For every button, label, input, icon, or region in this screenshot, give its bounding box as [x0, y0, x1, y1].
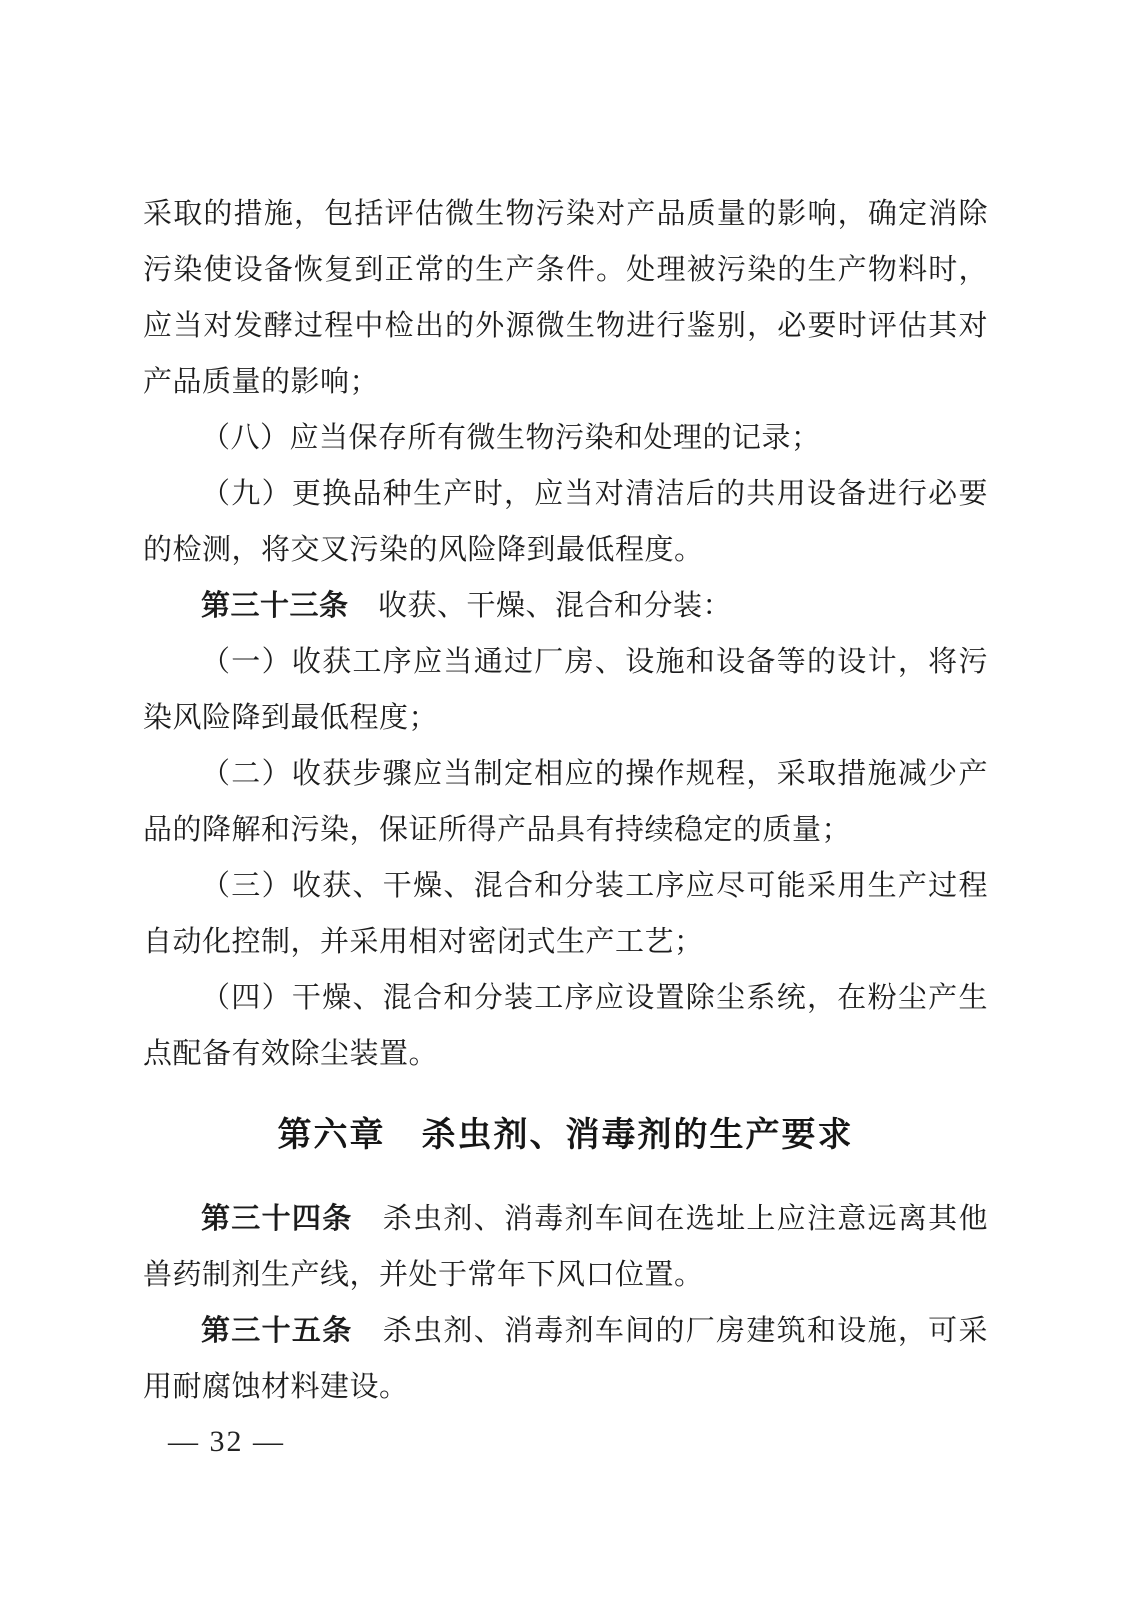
paragraph-item-2: （二）收获步骤应当制定相应的操作规程，采取措施减少产品的降解和污染，保证所得产品具有持续稳定的质量；	[143, 758, 988, 846]
paragraph-article-34	[143, 1191, 988, 1303]
chapter-heading: 第六章 杀虫剂、消毒剂的生产要求	[277, 1116, 854, 1154]
paragraph-article-33	[143, 578, 988, 634]
paragraph-item-1: （一）收获工序应当通过厂房、设施和设备等的设计，将污染风险降到最低程度；	[143, 646, 988, 734]
page-number: — 32 —	[168, 1425, 285, 1458]
article-34-text: 杀虫剂、消毒剂车间在选址上应注意远离其他兽药制剂生产线，并处于常年下风口位置。	[143, 1203, 988, 1291]
article-34-number: 第三十四条	[201, 1203, 353, 1235]
paragraph-article-35	[143, 1303, 988, 1415]
paragraph-continuation: 采取的措施，包括评估微生物污染对产品质量的影响，确定消除污染使设备恢复到正常的生产条件。处理被污染的生产物料时，应当对发酵过程中检出的外源微生物进行鉴别，必要时评估其对产品质量的影响；	[143, 198, 988, 398]
article-33-number: 第三十三条	[201, 590, 349, 622]
paragraph-item-9: （九）更换品种生产时，应当对清洁后的共用设备进行必要的检测，将交叉污染的风险降到最低程度。	[143, 478, 988, 566]
paragraph-item-3: （三）收获、干燥、混合和分装工序应尽可能采用生产过程自动化控制，并采用相对密闭式生产工艺；	[143, 870, 988, 958]
article-35-number: 第三十五条	[201, 1315, 353, 1347]
article-33-text: 收获、干燥、混合和分装：	[348, 590, 733, 622]
article-35-text: 杀虫剂、消毒剂车间的厂房建筑和设施，可采用耐腐蚀材料建设。	[143, 1315, 988, 1403]
paragraph-item-4: （四）干燥、混合和分装工序应设置除尘系统，在粉尘产生点配备有效除尘装置。	[143, 982, 988, 1070]
document-body	[143, 186, 988, 1415]
paragraph-item-8: （八）应当保存所有微生物污染和处理的记录；	[201, 422, 821, 454]
